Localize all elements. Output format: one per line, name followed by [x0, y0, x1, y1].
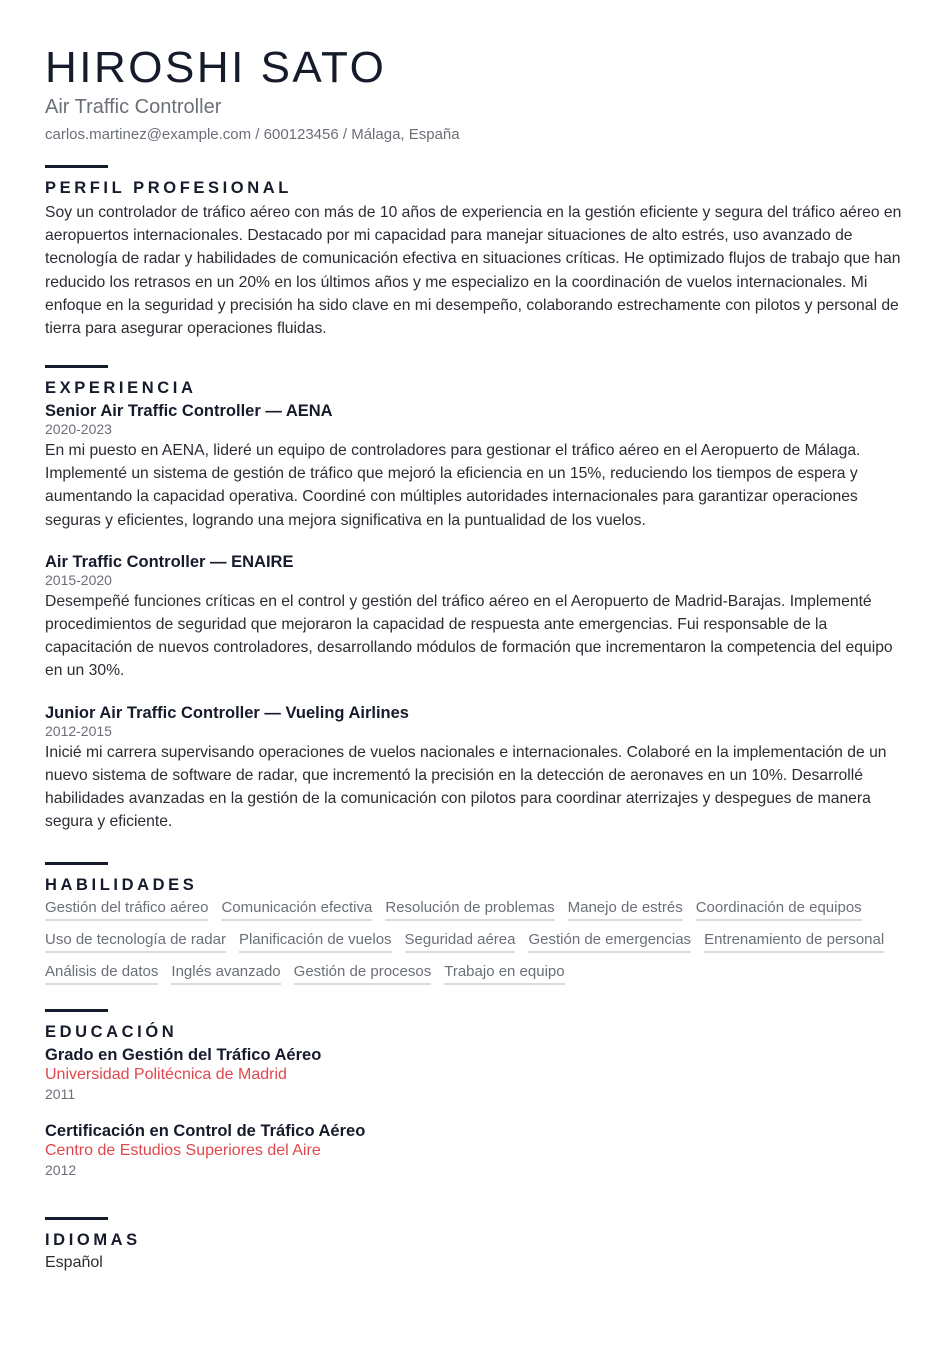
section-title-experience: EXPERIENCIA	[45, 379, 197, 397]
skill-tag: Planificación de vuelos	[239, 930, 392, 953]
education-entry	[45, 1045, 910, 1104]
skill-tag: Manejo de estrés	[568, 898, 683, 921]
education-entry	[45, 1121, 910, 1180]
profile-summary: Soy un controlador de tráfico aéreo con más de 10 años de experiencia en la gestión eficiente y segura del tráfico aéreo en aeropuertos internacionales. Destacado por mi capacidad para manejar situaciones de alto estrés, uso avanzado de tecnología de radar y habilidades de comunicación efectiva en situaciones críticas. He optimizado flujos de trabajo que han reducido los retrasos en un 20% en los últimos años y me especializo en la coordinación de vuelos internacionales. Mi enfoque en la seguridad y precisión ha sido clave en mi desempeño, colaborando estrechamente con pilotos y personal de tierra para asegurar operaciones fluidas.	[45, 204, 902, 338]
section-title-education: EDUCACIÓN	[45, 1023, 178, 1041]
skill-tag: Resolución de problemas	[385, 898, 554, 921]
skill-tag: Gestión de procesos	[294, 962, 432, 985]
candidate-name: HIROSHI SATO	[45, 43, 387, 92]
skill-tag: Gestión del tráfico aéreo	[45, 898, 208, 921]
job-entry	[45, 703, 910, 834]
job-description: En mi puesto en AENA, lideré un equipo de controladores para gestionar el tráfico aéreo en el Aeropuerto de Málaga. Implementé un sistema de gestión de tráfico que mejoró la eficiencia en un 15%, reduciendo los tiempos de espera y aumentando la capacidad operativa. Coordiné con múltiples autoridades internacionales para garantizar operaciones seguras y eficientes, logrando una mejora significativa en la puntualidad de los vuelos.	[45, 442, 861, 529]
skill-tag: Gestión de emergencias	[528, 930, 691, 953]
section-skills	[45, 862, 910, 985]
job-entry	[45, 401, 910, 532]
section-divider	[45, 1217, 108, 1220]
job-dates: 2012-2015	[45, 722, 112, 739]
skill-tag: Coordinación de equipos	[696, 898, 862, 921]
section-title-languages: IDIOMAS	[45, 1231, 141, 1249]
job-title: Senior Air Traffic Controller — AENA	[45, 402, 333, 420]
skill-tag: Seguridad aérea	[405, 930, 516, 953]
skill-tag: Trabajo en equipo	[444, 962, 564, 985]
skills-list	[45, 898, 910, 985]
job-title: Air Traffic Controller — ENAIRE	[45, 552, 294, 571]
section-divider	[45, 165, 108, 168]
section-profile	[45, 165, 910, 340]
education-school: Centro de Estudios Superiores del Aire	[45, 1142, 321, 1159]
section-languages	[45, 1217, 910, 1273]
education-school: Universidad Politécnica de Madrid	[45, 1066, 287, 1083]
section-title-profile: PERFIL PROFESIONAL	[45, 179, 292, 197]
language-item: Español	[45, 1254, 103, 1271]
skill-tag: Comunicación efectiva	[221, 898, 372, 921]
section-divider	[45, 1009, 108, 1012]
skill-tag: Entrenamiento de personal	[704, 930, 884, 953]
job-dates: 2020-2023	[45, 421, 112, 437]
job-description: Inicié mi carrera supervisando operaciones de vuelos nacionales e internacionales. Colaboré en la implementación de un nuevo sistema de software de radar, que incrementó la precisión en la detección de aeronaves en un 10%. Desarrollé habilidades avanzadas en la gestión de la comunicación con pilotos para coordinar aterrizajes y despegues de manera segura y eficiente.	[45, 743, 887, 831]
candidate-job-title: Air Traffic Controller	[45, 96, 222, 118]
section-title-skills: HABILIDADES	[45, 876, 198, 894]
job-description: Desempeñé funciones críticas en el control y gestión del tráfico aéreo en el Aeropuerto de Madrid-Barajas. Implementé procedimientos de seguridad que mejoraron la capacidad de respuesta ante emergencias. Fui responsable de la capacitación de nuevos controladores, desarrollando módulos de formación que incrementaron la competencia del equipo en un 30%.	[45, 592, 893, 680]
section-divider	[45, 365, 108, 368]
skill-tag: Uso de tecnología de radar	[45, 930, 226, 953]
section-divider	[45, 862, 108, 865]
job-dates: 2015-2020	[45, 571, 112, 588]
job-title: Junior Air Traffic Controller — Vueling Airlines	[45, 703, 409, 722]
contact-info: carlos.martinez@example.com / 600123456 / Málaga, España	[45, 126, 460, 143]
section-experience	[45, 365, 910, 853]
education-year: 2011	[45, 1086, 76, 1102]
education-degree: Certificación en Control de Tráfico Aéreo	[45, 1122, 366, 1140]
skill-tag: Análisis de datos	[45, 962, 158, 985]
skill-tag: Inglés avanzado	[171, 962, 280, 985]
education-degree: Grado en Gestión del Tráfico Aéreo	[45, 1046, 322, 1064]
job-entry	[45, 552, 910, 683]
section-education	[45, 1009, 910, 1197]
education-year: 2012	[45, 1162, 77, 1178]
